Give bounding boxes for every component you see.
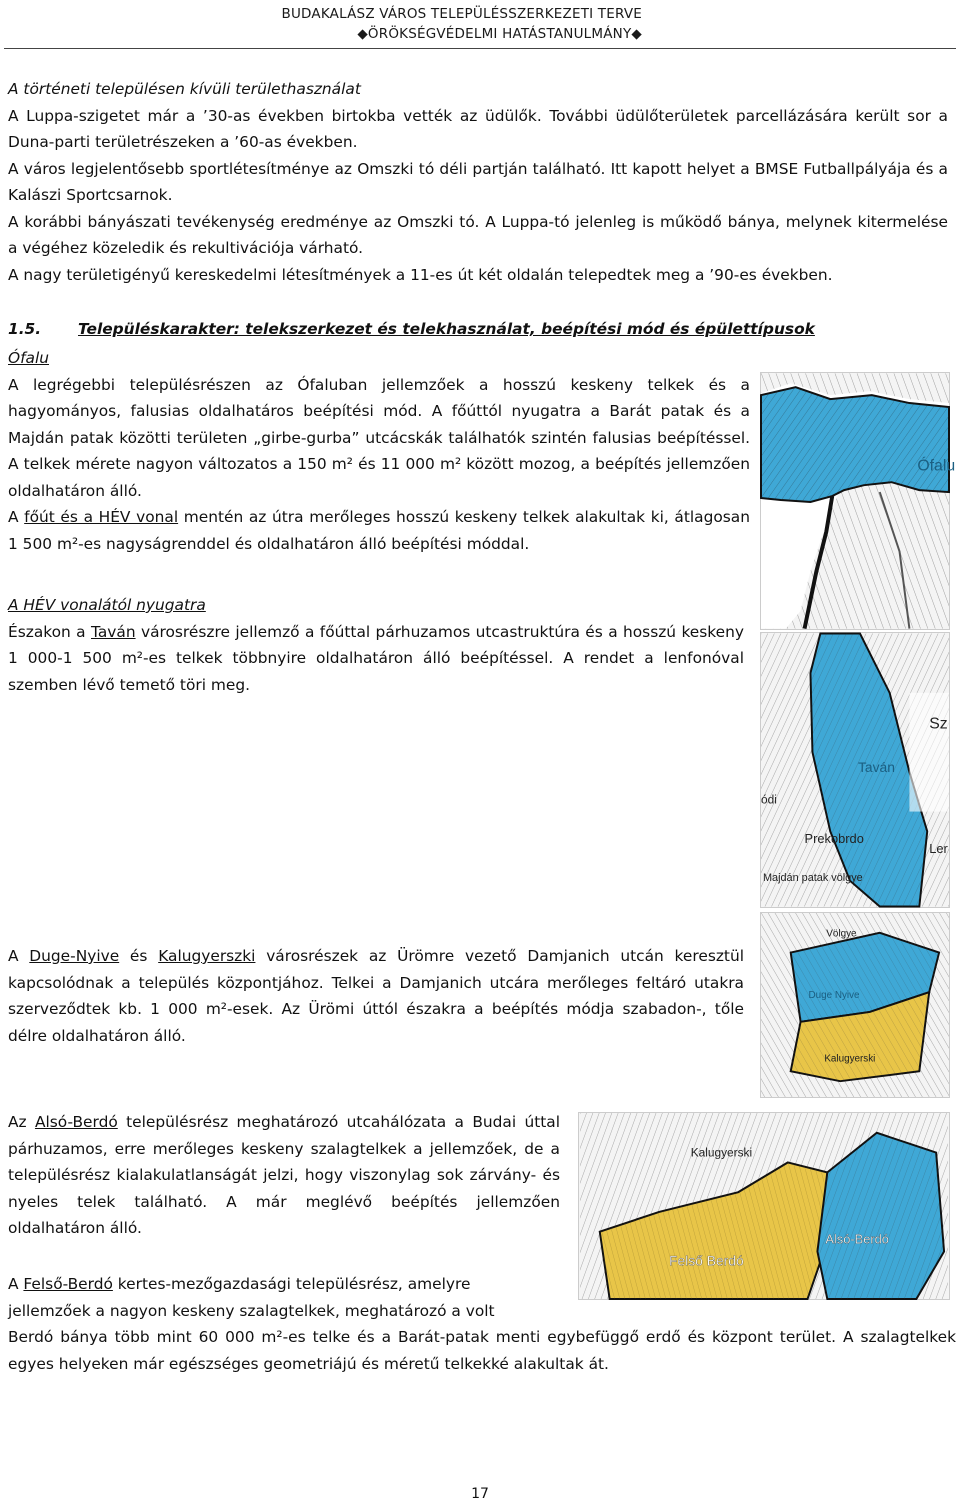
section-number: 1.5.	[8, 320, 42, 338]
map-berdo-label-felso: Felső Berdó	[669, 1252, 744, 1269]
running-header	[282, 4, 643, 44]
also-paragraph	[8, 1109, 560, 1242]
map-ofalu-drawing	[761, 373, 956, 629]
map-tavan	[760, 632, 950, 908]
duge-paragraph	[8, 943, 744, 1049]
map-tavan-label-odi: ódi	[761, 792, 777, 807]
duge-section	[8, 943, 744, 1049]
also-berdo-label: Alsó-Berdó	[34, 1113, 118, 1131]
hev-paragraph	[8, 619, 744, 699]
map-duge	[760, 912, 950, 1098]
ofalu-section	[8, 345, 750, 557]
header-subtitle: ÖRÖKSÉGVÉDELMI HATÁSTANULMÁNY	[367, 26, 632, 42]
intro-paragraph-3: A korábbi bányászati tevékenység eredménye az Omszki tó. A Luppa-tó jelenleg is működő bánya, melynek kitermelése a végéhez közeledik és rekultivációja várható.	[8, 212, 948, 257]
hev-p-post: városrészre jellemző a főúttal párhuzamos utcastruktúra és a hosszú keskeny 1 000-1 500 m²-es telkek többnyire oldalhatáron álló beépítéssel. A rendet a lenfonóval szemben lévő temető töri meg.	[8, 622, 744, 694]
map-duge-drawing	[761, 913, 949, 1097]
kalugyerszki-label: Kalugyerszki	[158, 947, 256, 965]
ofalu-p2-pre: A	[8, 508, 25, 526]
header-divider	[4, 48, 956, 49]
header-title: BUDAKALÁSZ VÁROS TELEPÜLÉSSZERKEZETI TERVE	[281, 6, 642, 22]
section-title: Településkarakter: telekszerkezet és telekhasználat, beépítési mód és épülettípusok	[78, 320, 815, 338]
ofalu-p2-post: mentén az útra merőleges hosszú keskeny telkek alakultak ki, átlagosan 1 500 m²-es nagyságrenddel és oldalhatáron álló beépítési móddal.	[8, 508, 750, 553]
ofalu-heading: Ófalu	[8, 349, 49, 367]
map-berdo-label-kalugyerski: Kalugyerski	[690, 1145, 753, 1160]
duge-p-b: és	[119, 947, 159, 965]
felso-section-top	[8, 1271, 560, 1324]
map-berdo-label-also: Alsó-Berdó	[825, 1231, 889, 1247]
map-duge-label-duge: Duge Nyive	[808, 990, 860, 1002]
felso-line-2: jellemzőek a nagyon keskeny szalagtelkek, meghatározó a volt	[8, 1301, 495, 1320]
felso-paragraph-rest: Berdó bánya több mint 60 000 m²-es telke és a Barát-patak menti egybefüggő erdő és központ terület. A szalagtelkek egyes helyeken már egészséges geometriájú és méretű telkekké alakultak át.	[8, 1328, 956, 1373]
tavan-label: Taván	[91, 622, 136, 641]
main-road-hev-label: főút és a HÉV vonal	[24, 508, 179, 526]
also-p-b: településrész meghatározó utcahálózata a Budai úttal párhuzamos, erre merőleges keskeny szalagtelkek a jellemzőek, de a településrész kialakulatlanságát jelzi, hogy viszonylag sok zárvány- és nyeles telek található. A már meglévő beépítés jellemzően oldalhatáron álló.	[8, 1113, 560, 1237]
felso-section-rest	[8, 1324, 956, 1377]
ofalu-paragraph-2	[8, 504, 750, 557]
duge-p-c: városrészek az Ürömre vezető Damjanich utcán keresztül kapcsolódnak a település központjához. Telkei a Damjanich utcára merőleges feltáró utakra szerveződtek kb. 1 000 m²-esek. Az Ürömi úttól északra a beépítés módja szabadon-, tőle délre oldalhatáron álló.	[8, 947, 744, 1045]
intro-heading: A történeti településen kívüli területhasználat	[8, 80, 361, 98]
map-tavan-label-prekobrdo: Prekobrdo	[804, 831, 864, 847]
intro-paragraph-2: A város legjelentősebb sportlétesítménye az Omszki tó déli partján található. Itt kapott helyet a BMSE Futballpályája és a Kalászi Sportcsarnok.	[8, 159, 948, 204]
ofalu-paragraph-1: A legrégebbi településrészen az Ófaluban jellemzőek a hosszú keskeny telkek és a hagyományos, falusias oldalhatáros beépítési mód. A főúttól nyugatra a Barát patak és a Majdán patak közötti területen „girbe-gurba” utcácskák találhatók szintén falusias beépítéssel. A telkek mérete nagyon változatos a 150 m² és 11 000 m² között mozog, a beépítés jellemzően oldalhatáron álló.	[8, 375, 750, 500]
also-section	[8, 1109, 560, 1242]
map-berdo-drawing	[579, 1113, 949, 1299]
duge-nyive-label: Duge-Nyive	[29, 947, 120, 965]
intro-paragraph-1: A Luppa-szigetet már a ’30-as években birtokba vették az üdülők. További üdülőterületek parcellázására került sor a Duna-parti területrészeken a ’60-as években.	[8, 106, 948, 151]
intro-section	[8, 76, 948, 288]
also-p-a: Az	[8, 1113, 35, 1131]
map-tavan-label-tavan: Taván	[857, 758, 895, 775]
diamond-icon: ◆	[357, 26, 368, 42]
map-tavan-label-sz: Sz	[929, 715, 948, 733]
diamond-icon: ◆	[631, 26, 642, 42]
duge-p-a: A	[8, 947, 30, 965]
map-tavan-label-majdan: Majdán patak völgye	[762, 871, 863, 884]
felso-line-1	[8, 1271, 560, 1298]
map-tavan-label-ler: Ler	[929, 841, 948, 857]
map-ofalu-label: Ófalu	[917, 457, 956, 475]
map-berdo	[578, 1112, 950, 1300]
intro-paragraph-4: A nagy területigényű kereskedelmi létesítmények a 11-es út két oldalán telepedtek meg a ’90-es években.	[8, 265, 833, 284]
map-ofalu	[760, 372, 956, 630]
page-number: 17	[471, 1486, 489, 1502]
map-tavan-drawing	[761, 633, 949, 907]
felso-l1-a: A	[8, 1275, 24, 1293]
section-heading	[8, 316, 815, 342]
hev-p-pre: Északon a	[8, 622, 91, 641]
hev-heading: A HÉV vonalától nyugatra	[8, 596, 206, 614]
felso-l1-b: kertes-mezőgazdasági településrész, amelyre	[112, 1275, 471, 1293]
map-duge-label-kalugyerski: Kalugyerski	[824, 1053, 876, 1065]
felso-berdo-label: Felső-Berdó	[23, 1275, 113, 1293]
hev-section	[8, 592, 744, 698]
map-duge-label-volgye: Völgye	[826, 928, 857, 940]
